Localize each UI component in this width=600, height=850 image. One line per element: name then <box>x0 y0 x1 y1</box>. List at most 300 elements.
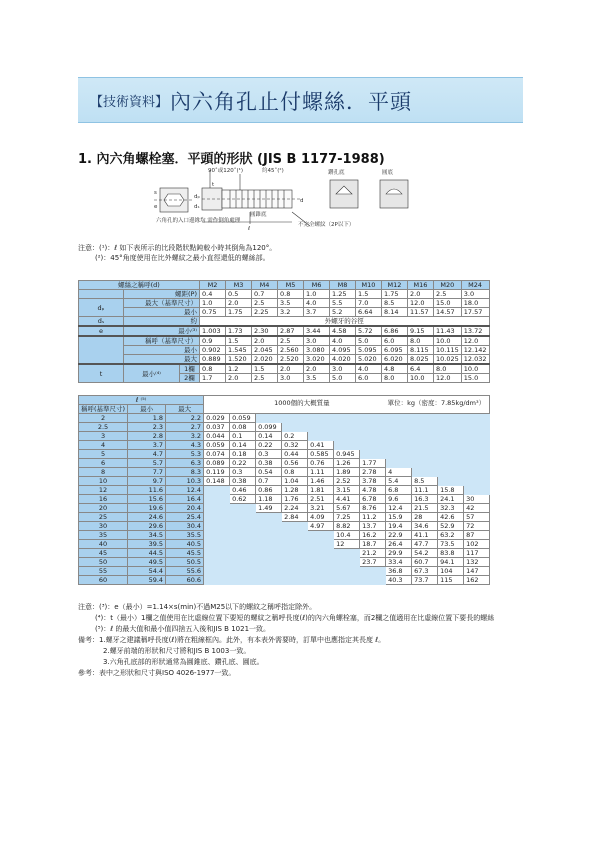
mass-value: 8.82 <box>334 522 360 531</box>
mass-value <box>464 459 490 468</box>
spec-value: 0.8 <box>200 364 226 374</box>
l-label: ℓ <box>248 226 251 232</box>
mass-value <box>464 432 490 441</box>
spec-value: 10.0 <box>434 336 462 346</box>
spec-value: 2.045 <box>252 346 278 355</box>
mass-value <box>412 414 438 423</box>
spec-value: 3.020 <box>304 355 330 365</box>
spec-value: 1.73 <box>226 326 252 336</box>
mass-row <box>79 495 490 504</box>
mass-value: 104 <box>438 567 464 576</box>
spec-value: 1.75 <box>382 290 408 299</box>
spec-value: 1.5 <box>356 290 382 299</box>
spec-row <box>79 290 490 299</box>
min-length: 29.6 <box>128 522 166 531</box>
spec-label: 最小 <box>124 308 200 317</box>
mass-row <box>79 504 490 513</box>
min-length: 9.7 <box>128 477 166 486</box>
screw-drawing <box>150 164 445 238</box>
spec-value: 4.020 <box>330 355 356 365</box>
size-header: M2 <box>200 281 226 290</box>
spec-value: 1.7 <box>200 374 226 383</box>
round-label: 圓底 <box>382 170 394 176</box>
mass-value: 1.18 <box>256 495 282 504</box>
spec-value: 8.5 <box>382 299 408 308</box>
mass-value: 0.38 <box>230 477 256 486</box>
mass-row <box>79 558 490 567</box>
mass-title-cell <box>204 396 490 414</box>
mass-value <box>386 459 412 468</box>
spec-label: 螺距(P) <box>124 290 200 299</box>
spec-row <box>79 346 490 355</box>
mass-value <box>230 549 256 558</box>
mass-value: 73.7 <box>412 576 438 585</box>
spec-value: 10.0 <box>461 364 489 374</box>
t-label: t <box>212 182 215 188</box>
spec-value: 2.0 <box>278 364 304 374</box>
spec-value: 2.0 <box>226 374 252 383</box>
spec-value: 0.889 <box>200 355 226 365</box>
mass-value: 0.3 <box>256 450 282 459</box>
mass-row <box>79 468 490 477</box>
mass-value <box>282 540 308 549</box>
mass-value <box>230 513 256 522</box>
mass-value: 5.4 <box>386 477 412 486</box>
mass-row <box>79 441 490 450</box>
mass-value: 11.2 <box>360 513 386 522</box>
spec-label: 稱呼（基準尺寸） <box>124 336 200 346</box>
mass-value: 1.26 <box>334 459 360 468</box>
spec-label: 最大（基準尺寸） <box>124 299 200 308</box>
nominal-length: 16 <box>79 495 128 504</box>
spec-value: 15.0 <box>434 299 462 308</box>
remark-3: 3.六角孔底部的形狀通常為圓錐底、鑽孔底、圓底。 <box>103 658 264 666</box>
mass-value: 73.5 <box>438 540 464 549</box>
mass-value: 1.81 <box>308 486 334 495</box>
mass-value <box>256 531 282 540</box>
spec-value: 7.0 <box>356 299 382 308</box>
max-length: 20.4 <box>166 504 204 513</box>
note-4: (⁴)：t（最小）1欄之值使用在比虛線位置下要短的螺紋之稱呼長度(ℓ)的內六角螺栓塞，而2欄之值適用在比虛線位置下要長的螺絲 <box>95 614 495 622</box>
screw-end-view <box>154 188 194 212</box>
mass-value: 0.119 <box>204 468 230 477</box>
spec-row <box>79 317 490 327</box>
spec-value: 12.0 <box>461 336 489 346</box>
spec-value: 2.30 <box>252 326 278 336</box>
mass-value: 0.2 <box>282 432 308 441</box>
spec-value: 8.14 <box>382 308 408 317</box>
spec-value: 10.025 <box>434 355 462 365</box>
spec-row <box>79 326 490 336</box>
mass-value <box>204 504 230 513</box>
spec-value: 2.0 <box>408 290 434 299</box>
min-length: 24.6 <box>128 513 166 522</box>
spec-value: 6.4 <box>408 364 434 374</box>
spec-value: 0.7 <box>252 290 278 299</box>
mass-value <box>282 576 308 585</box>
nominal-length: 8 <box>79 468 128 477</box>
max-length: 2.7 <box>166 423 204 432</box>
mass-value: 0.62 <box>230 495 256 504</box>
spec-table <box>78 280 490 383</box>
min-length: 11.6 <box>128 486 166 495</box>
spec-value: 3.2 <box>278 308 304 317</box>
mass-value <box>464 423 490 432</box>
flat-label: 圓錐底 <box>250 212 267 218</box>
spec-value: 1.003 <box>200 326 226 336</box>
min-length: 2.3 <box>128 423 166 432</box>
spec-value: 1.25 <box>330 290 356 299</box>
mass-value <box>412 468 438 477</box>
spec-value: 3.7 <box>304 308 330 317</box>
spec-label: 最小⁽³⁾ <box>124 326 200 336</box>
spec-value: 4.8 <box>382 364 408 374</box>
mass-value: 8.5 <box>412 477 438 486</box>
spec-value: 9.15 <box>408 326 434 336</box>
mass-value: 52.9 <box>438 522 464 531</box>
mass-value <box>282 522 308 531</box>
mass-title: 1000個的大概質量 <box>274 399 330 407</box>
mass-value: 0.32 <box>282 441 308 450</box>
mass-row <box>79 531 490 540</box>
mass-value <box>386 423 412 432</box>
spec-value: 3.080 <box>304 346 330 355</box>
min-length: 39.5 <box>128 540 166 549</box>
mass-value: 42.6 <box>438 513 464 522</box>
mass-value <box>230 540 256 549</box>
max-length: 16.4 <box>166 495 204 504</box>
spec-value: 1.75 <box>226 308 252 317</box>
min-length: 59.4 <box>128 576 166 585</box>
mass-value: 36.8 <box>386 567 412 576</box>
mass-value: 132 <box>464 558 490 567</box>
min-length: 54.4 <box>128 567 166 576</box>
max-length: 50.5 <box>166 558 204 567</box>
mass-value <box>334 576 360 585</box>
mass-value: 47.7 <box>412 540 438 549</box>
spec-value: 3.5 <box>304 374 330 383</box>
mass-value: 9.6 <box>386 495 412 504</box>
spec-value: 1.0 <box>200 299 226 308</box>
mass-value <box>464 414 490 423</box>
mass-value: 0.945 <box>334 450 360 459</box>
mass-value <box>334 558 360 567</box>
mass-value <box>282 531 308 540</box>
spec-value: 2.520 <box>278 355 304 365</box>
spec-value: 5.095 <box>356 346 382 355</box>
size-header: M6 <box>304 281 330 290</box>
spec-value: 8.025 <box>408 355 434 365</box>
header-tag: 【技術資料】 <box>90 95 169 110</box>
mass-value <box>438 441 464 450</box>
mass-row <box>79 486 490 495</box>
mass-value <box>230 576 256 585</box>
mass-value: 41.1 <box>412 531 438 540</box>
mass-value <box>386 432 412 441</box>
mass-value <box>438 423 464 432</box>
mass-value: 72 <box>464 522 490 531</box>
min-length: 5.7 <box>128 459 166 468</box>
min-length: 1.8 <box>128 414 166 423</box>
spec-value: 8.115 <box>408 346 434 355</box>
mass-row <box>79 432 490 441</box>
mass-value <box>308 558 334 567</box>
mass-value <box>256 549 282 558</box>
mass-value <box>308 576 334 585</box>
mass-value: 24.1 <box>438 495 464 504</box>
max-length: 10.3 <box>166 477 204 486</box>
spec-label: 約 <box>124 317 200 327</box>
mass-value: 28 <box>412 513 438 522</box>
mass-value <box>334 423 360 432</box>
mass-value: 1.28 <box>282 486 308 495</box>
spec-value: 3.0 <box>461 290 489 299</box>
spec-header-row <box>79 281 490 290</box>
mass-value: 0.585 <box>308 450 334 459</box>
spec-value: 2.560 <box>278 346 304 355</box>
size-header: M20 <box>434 281 462 290</box>
spec-symbol: e <box>79 326 124 336</box>
spec-label: 最小 <box>124 346 200 355</box>
mass-value: 0.38 <box>256 459 282 468</box>
mass-value <box>464 468 490 477</box>
spec-symbol <box>79 336 124 364</box>
mass-value <box>308 531 334 540</box>
hex-note: 六角孔的入口邊緣均 需作倒角處理 <box>156 218 241 224</box>
spec-value: 10.0 <box>408 374 434 383</box>
mass-value: 12 <box>334 540 360 549</box>
mass-value <box>438 414 464 423</box>
mass-value: 3.78 <box>360 477 386 486</box>
mass-value <box>412 432 438 441</box>
mass-value: 2.78 <box>360 468 386 477</box>
angle45-label: 約45˚(²) <box>262 168 284 174</box>
spec-value: 2.020 <box>252 355 278 365</box>
min-length: 34.5 <box>128 531 166 540</box>
spec-value: 12.0 <box>434 374 462 383</box>
mass-value <box>360 432 386 441</box>
mass-value <box>256 522 282 531</box>
mass-value: 2.51 <box>308 495 334 504</box>
min-length: 15.6 <box>128 495 166 504</box>
spec-value: 2.0 <box>226 299 252 308</box>
mass-value: 13.7 <box>360 522 386 531</box>
mass-value: 34.6 <box>412 522 438 531</box>
min-length: 49.5 <box>128 558 166 567</box>
nominal-length: 2.5 <box>79 423 128 432</box>
mass-value: 1.46 <box>308 477 334 486</box>
mass-value <box>282 423 308 432</box>
dimple-label: 鑽孔底 <box>328 170 345 176</box>
spec-title-cell: 螺絲之稱呼(d) <box>79 281 200 290</box>
nominal-length: 50 <box>79 558 128 567</box>
spec-value: 18.0 <box>461 299 489 308</box>
d-label: d <box>300 198 304 204</box>
size-header: M16 <box>408 281 434 290</box>
mass-row <box>79 549 490 558</box>
mass-value: 40.3 <box>386 576 412 585</box>
mass-value <box>386 450 412 459</box>
page-title: 內六角孔止付螺絲．平頭 <box>170 90 412 114</box>
mass-value <box>204 549 230 558</box>
mass-value <box>360 441 386 450</box>
size-header: M8 <box>330 281 356 290</box>
max-length: 40.5 <box>166 540 204 549</box>
mass-value <box>204 486 230 495</box>
size-header: M10 <box>356 281 382 290</box>
nominal-length: 6 <box>79 459 128 468</box>
max-length: 4.3 <box>166 441 204 450</box>
nominal-length: 20 <box>79 504 128 513</box>
mass-value: 0.044 <box>204 432 230 441</box>
note-2: (²)：45°角度使用在比外螺紋之最小直徑還低的螺絲部。 <box>95 254 270 262</box>
df-label: dₛ <box>194 204 200 210</box>
mass-value: 0.08 <box>230 423 256 432</box>
spec-value: 2.5 <box>252 299 278 308</box>
mass-value: 0.148 <box>204 477 230 486</box>
mass-value: 5.67 <box>334 504 360 513</box>
nominal-length: 60 <box>79 576 128 585</box>
e-label: e <box>154 204 158 210</box>
mass-value <box>256 576 282 585</box>
mass-value <box>230 531 256 540</box>
mass-value <box>308 414 334 423</box>
mass-value <box>282 549 308 558</box>
spec-value: 5.020 <box>356 355 382 365</box>
spec-value: 5.72 <box>356 326 382 336</box>
mass-value <box>282 567 308 576</box>
mass-value <box>360 567 386 576</box>
mass-value <box>204 558 230 567</box>
note-3: 注意：(³)：e（最小）=1.14×s(min)不過M25以下的螺紋之稱呼指定除外。 <box>78 603 317 611</box>
spec-value: 5.0 <box>330 374 356 383</box>
mass-value: 0.41 <box>308 441 334 450</box>
spec-value: 4.58 <box>330 326 356 336</box>
nominal-length: 55 <box>79 567 128 576</box>
mass-value: 0.8 <box>282 468 308 477</box>
mass-row <box>79 450 490 459</box>
mass-value <box>204 540 230 549</box>
nominal-length: 12 <box>79 486 128 495</box>
spec-symbol: dₛ <box>79 317 124 327</box>
spec-value: 4.0 <box>330 336 356 346</box>
mass-value <box>256 540 282 549</box>
spec-sub-label: 2欄 <box>180 374 200 383</box>
spec-value: 3.0 <box>304 336 330 346</box>
mass-unit: 單位：kg（密度：7.85kg/dm³） <box>387 399 486 407</box>
mass-value <box>334 441 360 450</box>
mass-value <box>386 441 412 450</box>
mass-value: 3.21 <box>308 504 334 513</box>
mass-value: 2.52 <box>334 477 360 486</box>
spec-value: 0.5 <box>226 290 252 299</box>
spec-value: 3.44 <box>304 326 330 336</box>
spec-value: 4.0 <box>304 299 330 308</box>
mass-value <box>256 567 282 576</box>
mass-value: 29.9 <box>386 549 412 558</box>
col-max-header: 最大 <box>166 405 204 414</box>
max-length: 30.4 <box>166 522 204 531</box>
mass-value <box>256 414 282 423</box>
spec-value: 6.64 <box>356 308 382 317</box>
mass-value: 42 <box>464 504 490 513</box>
mass-value <box>230 567 256 576</box>
mass-value: 32.3 <box>438 504 464 513</box>
spec-label: 最大 <box>124 355 200 365</box>
mass-value: 0.3 <box>230 468 256 477</box>
min-length: 7.7 <box>128 468 166 477</box>
mass-value: 1.11 <box>308 468 334 477</box>
mass-value: 6.78 <box>360 495 386 504</box>
spec-value: 3.0 <box>278 374 304 383</box>
mass-value <box>412 423 438 432</box>
mass-value <box>230 558 256 567</box>
mass-value: 26.4 <box>386 540 412 549</box>
mass-row <box>79 522 490 531</box>
max-length: 12.4 <box>166 486 204 495</box>
mass-value <box>334 432 360 441</box>
mass-value <box>386 414 412 423</box>
mass-value <box>308 567 334 576</box>
mass-value: 0.18 <box>230 450 256 459</box>
spec-value: 1.5 <box>252 364 278 374</box>
spec-value: 3.0 <box>330 364 356 374</box>
max-length: 5.3 <box>166 450 204 459</box>
mass-value: 83.8 <box>438 549 464 558</box>
mass-row <box>79 423 490 432</box>
mass-value: 0.14 <box>256 432 282 441</box>
mass-value: 117 <box>464 549 490 558</box>
spec-row <box>79 299 490 308</box>
mass-row <box>79 567 490 576</box>
mass-value: 6.8 <box>386 486 412 495</box>
mass-value: 1.49 <box>256 504 282 513</box>
mass-value: 0.44 <box>282 450 308 459</box>
mass-value: 115 <box>438 576 464 585</box>
nominal-length: 2 <box>79 414 128 423</box>
note-5: (⁵)：ℓ 的最大值和最小值四捨五入後和JIS B 1021一致。 <box>95 625 271 633</box>
mass-value: 4.41 <box>334 495 360 504</box>
section-title: 1. 內六角螺栓塞．平頭的形狀 (JIS B 1177-1988) <box>78 152 385 167</box>
mass-value: 0.037 <box>204 423 230 432</box>
mass-value: 0.22 <box>230 459 256 468</box>
spec-value: 1.5 <box>226 336 252 346</box>
max-length: 3.2 <box>166 432 204 441</box>
spec-value: 0.902 <box>200 346 226 355</box>
spec-value: 14.57 <box>434 308 462 317</box>
mass-value: 33.4 <box>386 558 412 567</box>
s-label: s <box>154 190 157 196</box>
spec-symbol: t <box>79 364 124 383</box>
spec-value: 0.9 <box>200 336 226 346</box>
mass-value: 147 <box>464 567 490 576</box>
nominal-length: 30 <box>79 522 128 531</box>
spec-value: 11.57 <box>408 308 434 317</box>
min-length: 2.8 <box>128 432 166 441</box>
spec-value: 2.5 <box>278 336 304 346</box>
mass-row <box>79 414 490 423</box>
size-header: M12 <box>382 281 408 290</box>
size-header: M3 <box>226 281 252 290</box>
mass-value <box>282 558 308 567</box>
mass-value <box>464 441 490 450</box>
mass-value <box>230 504 256 513</box>
mass-value: 0.86 <box>256 486 282 495</box>
spec-value: 4.095 <box>330 346 356 355</box>
nominal-length: 45 <box>79 549 128 558</box>
mass-value <box>308 432 334 441</box>
mass-value <box>204 522 230 531</box>
